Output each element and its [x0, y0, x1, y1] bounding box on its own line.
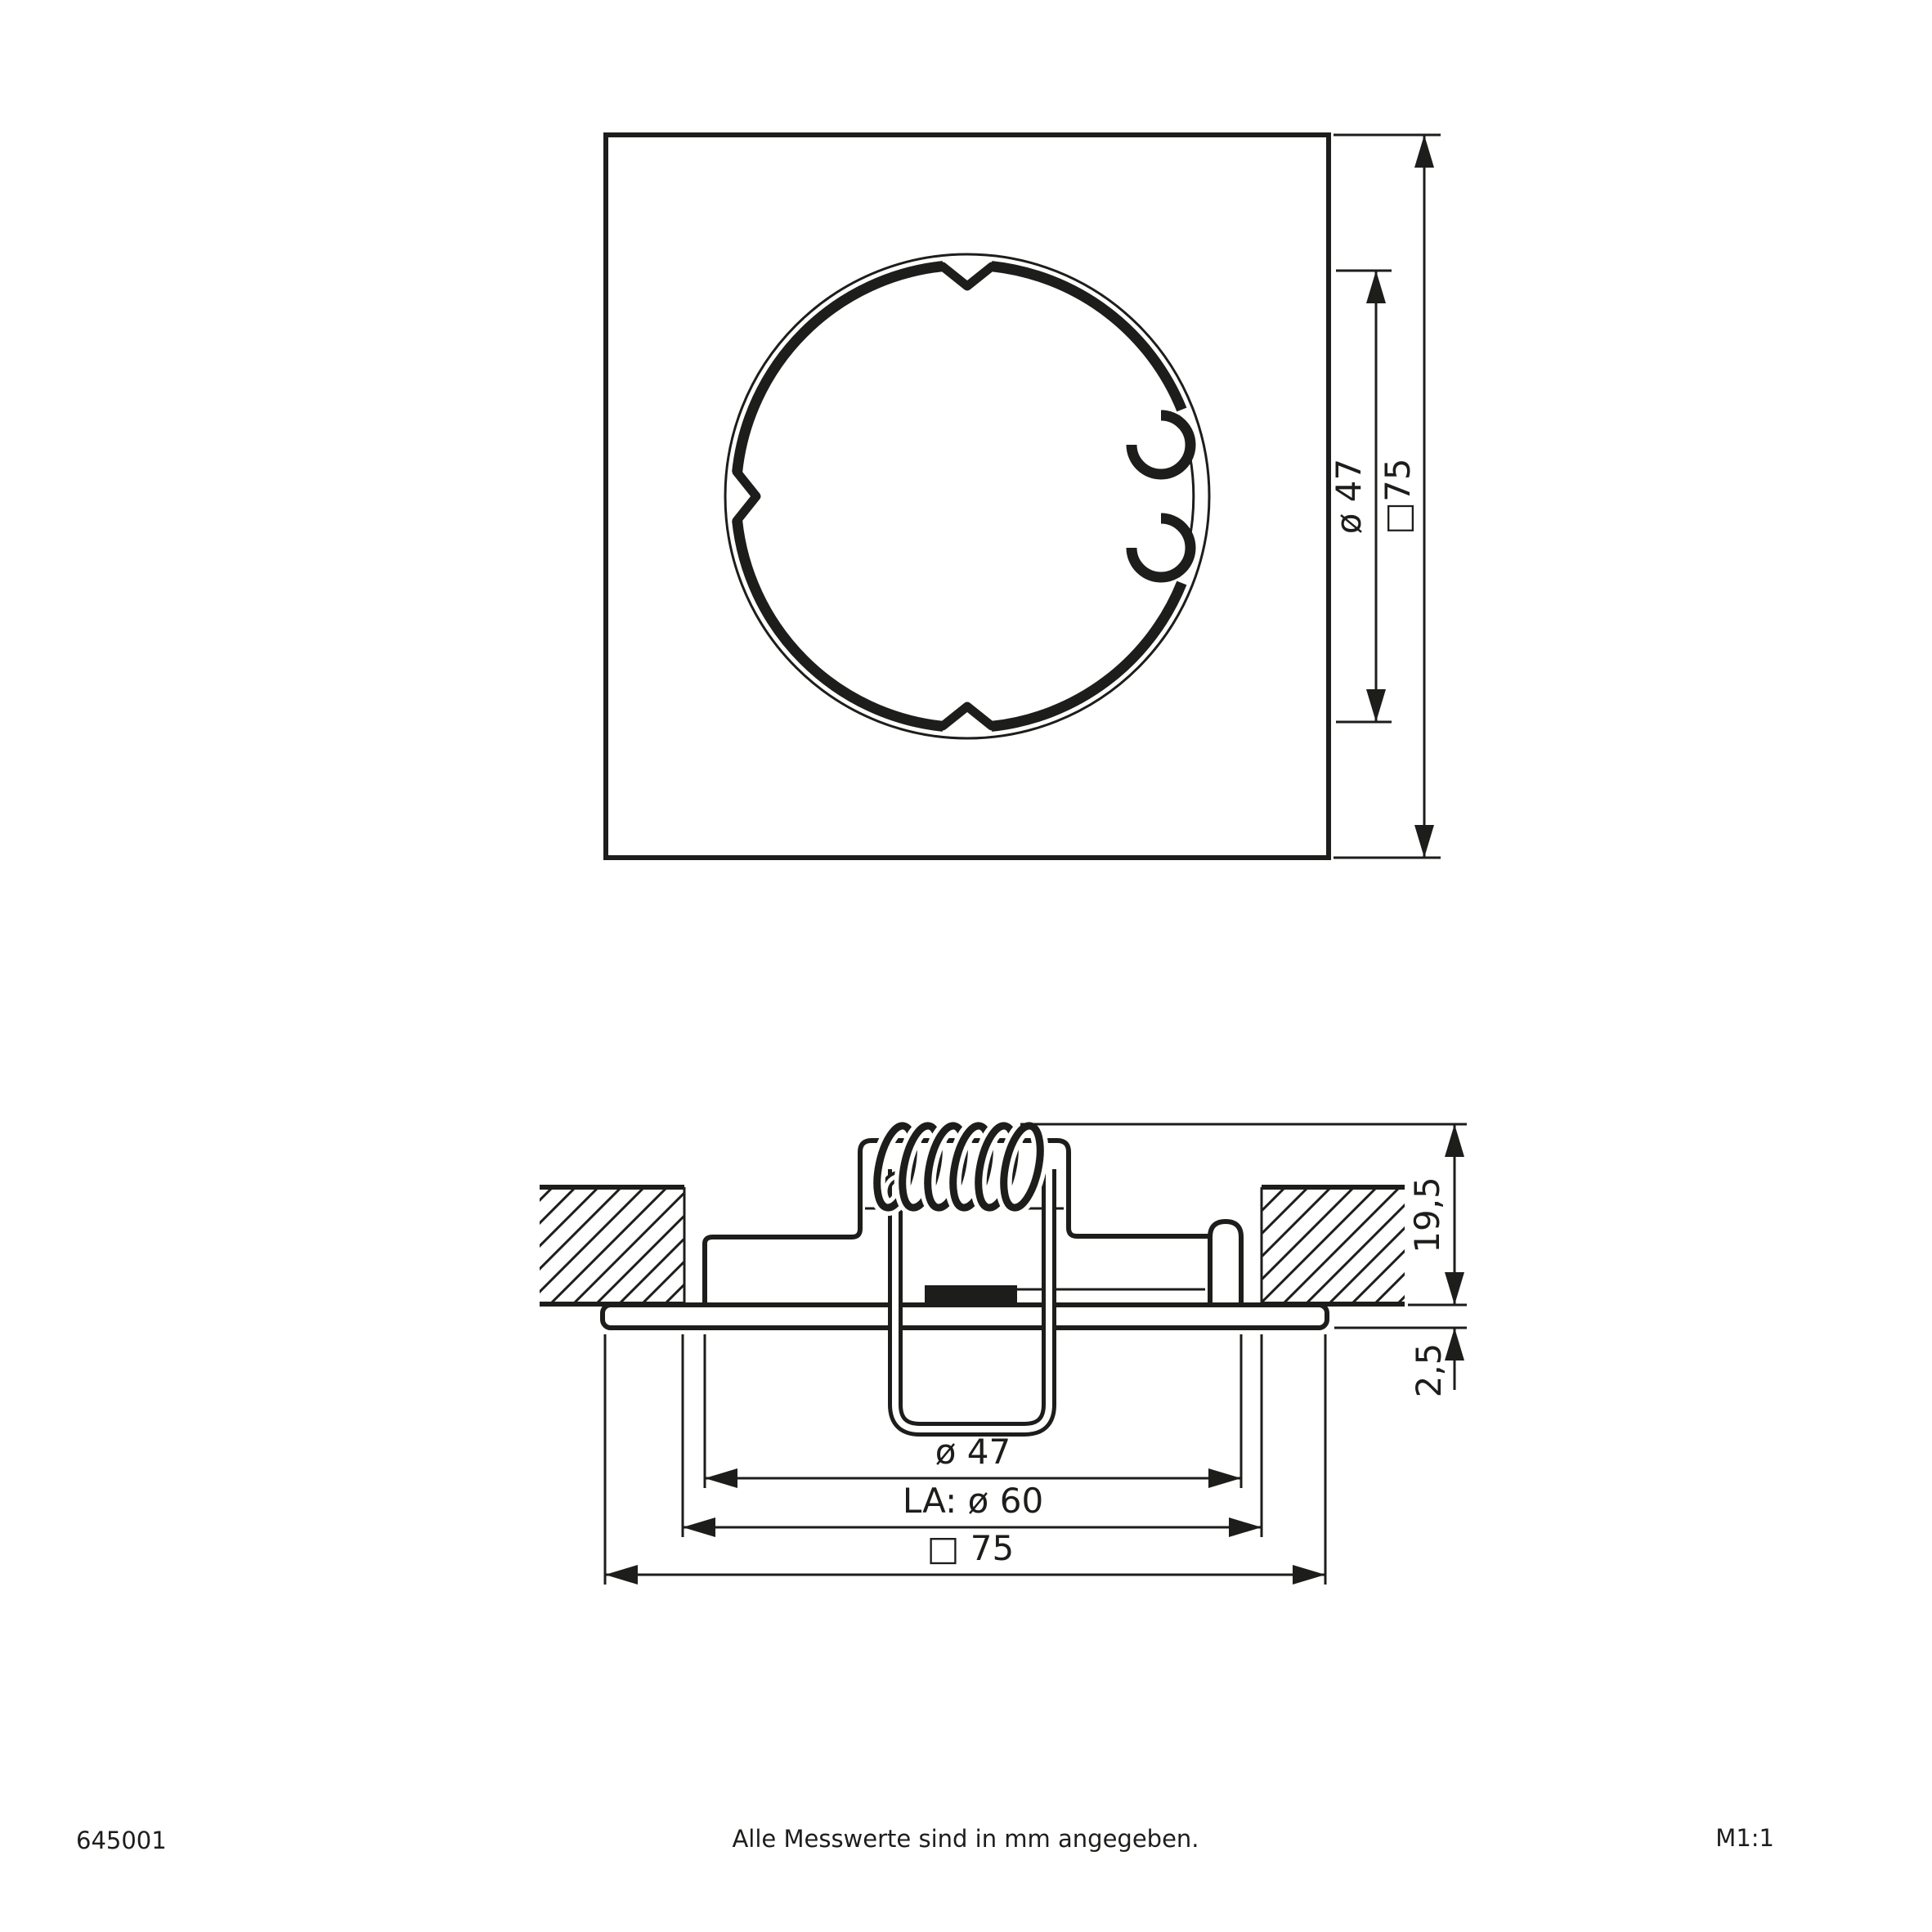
dim-label-diameter-top: ø 47: [1329, 458, 1369, 535]
ceiling-section-right: [1262, 1187, 1405, 1304]
side-dim-diameter: [705, 1334, 1241, 1488]
fixing-pin: [1210, 1222, 1241, 1305]
top-view: [606, 135, 1441, 858]
dim-label-square-side: □ 75: [926, 1528, 1015, 1568]
mounting-flange: [603, 1305, 1327, 1328]
dim-label-cutout: LA: ø 60: [902, 1481, 1044, 1521]
dim-label-flange: 2,5: [1409, 1343, 1449, 1398]
dim-label-square-top: □75: [1378, 458, 1418, 535]
frame-outline: [606, 135, 1329, 858]
side-dim-flange: [1334, 1328, 1467, 1397]
coil-spring: [871, 1123, 1047, 1211]
contact-block: [925, 1285, 1017, 1303]
dim-label-diameter-side: ø 47: [935, 1432, 1011, 1472]
scale-label: M1:1: [1715, 1824, 1774, 1852]
title-block: [76, 1824, 1774, 1854]
article-number: 645001: [76, 1827, 167, 1854]
dim-label-depth: 19,5: [1407, 1177, 1447, 1253]
ceiling-section-left: [540, 1187, 684, 1304]
side-view: [540, 1123, 1467, 1585]
measurement-note: Alle Messwerte sind in mm angegeben.: [732, 1825, 1199, 1853]
